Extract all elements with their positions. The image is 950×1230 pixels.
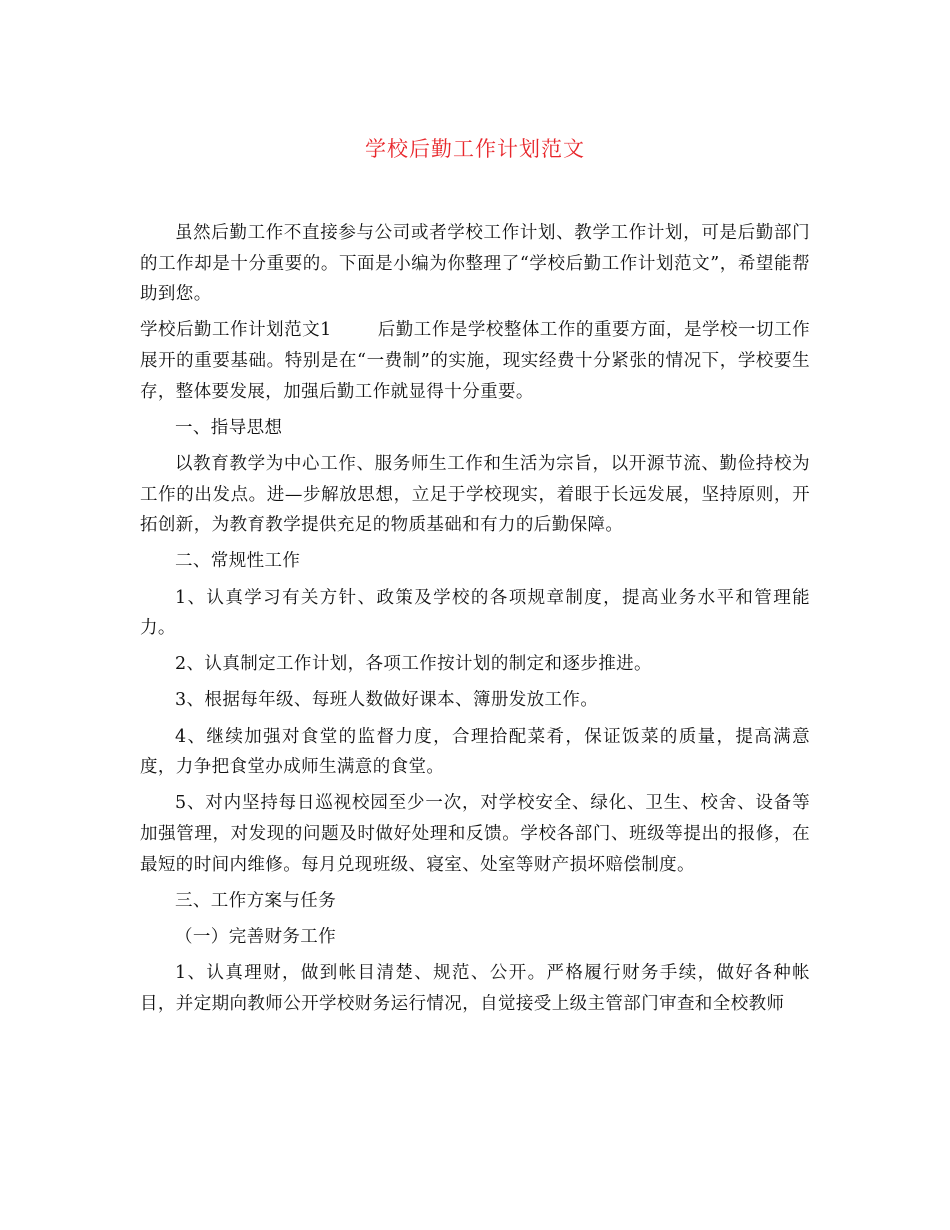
subheading-finance: （一）完善财务工作	[175, 927, 337, 947]
sample-paragraph	[140, 315, 810, 407]
routine-item-4: 4、继续加强对食堂的监督力度，合理拾配菜肴，保证饭菜的质量，提高满意度，力争把食堂办成师生满意的食堂。	[140, 726, 810, 778]
heading-routine-work: 二、常规性工作	[175, 551, 301, 572]
routine-item-1: 1、认真学习有关方针、政策及学校的各项规章制度，提高业务水平和管理能力。	[140, 587, 810, 639]
heading-plan-tasks: 三、工作方案与任务	[175, 890, 337, 911]
finance-item-1: 1、认真理财，做到帐目清楚、规范、公开。严格履行财务手续，做好各种帐目，并定期向教师公开学校财务运行情况，自觉接受上级主管部门审查和全校教师	[140, 963, 810, 1014]
sample-text: 后勤工作是学校整体工作的重要方面，是学校一切工作展开的重要基础。特别是在“一费制”的实施，现实经费十分紧张的情况下，学校要生存，整体要发展，加强后勤工作就显得十分重要。	[140, 320, 810, 402]
routine-item-3: 3、根据每年级、每班人数做好课本、簿册发放工作。	[175, 690, 599, 711]
paragraph-guiding-idea: 以教育教学为中心工作、服务师生工作和生活为宗旨，以开源节流、勤俭持校为工作的出发点。进—步解放思想，立足于学校现实，着眼于长远发展，坚持原则，开拓创新，为教育教学提供充足的物质基础和有力的后勤保障。	[140, 453, 810, 536]
heading-guiding-idea: 一、指导思想	[175, 417, 283, 438]
intro-paragraph: 虽然后勤工作不直接参与公司或者学校工作计划、教学工作计划，可是后勤部门的工作却是十分重要的。下面是小编为你整理了“学校后勤工作计划范文”，希望能帮助到您。	[140, 223, 810, 305]
routine-item-2: 2、认真制定工作计划，各项工作按计划的制定和逐步推进。	[175, 654, 652, 675]
document-body	[140, 218, 810, 1025]
sample-label: 学校后勤工作计划范文1	[140, 320, 332, 341]
routine-item-5: 5、对内坚持每日巡视校园至少一次，对学校安全、绿化、卫生、校舍、设备等加强管理，对发现的问题及时做好处理和反馈。学校各部门、班级等提出的报修，在最短的时间内维修。每月兑现班级、寝室、处室等财产损坏赔偿制度。	[140, 793, 810, 875]
document-title: 学校后勤工作计划范文	[365, 137, 585, 161]
